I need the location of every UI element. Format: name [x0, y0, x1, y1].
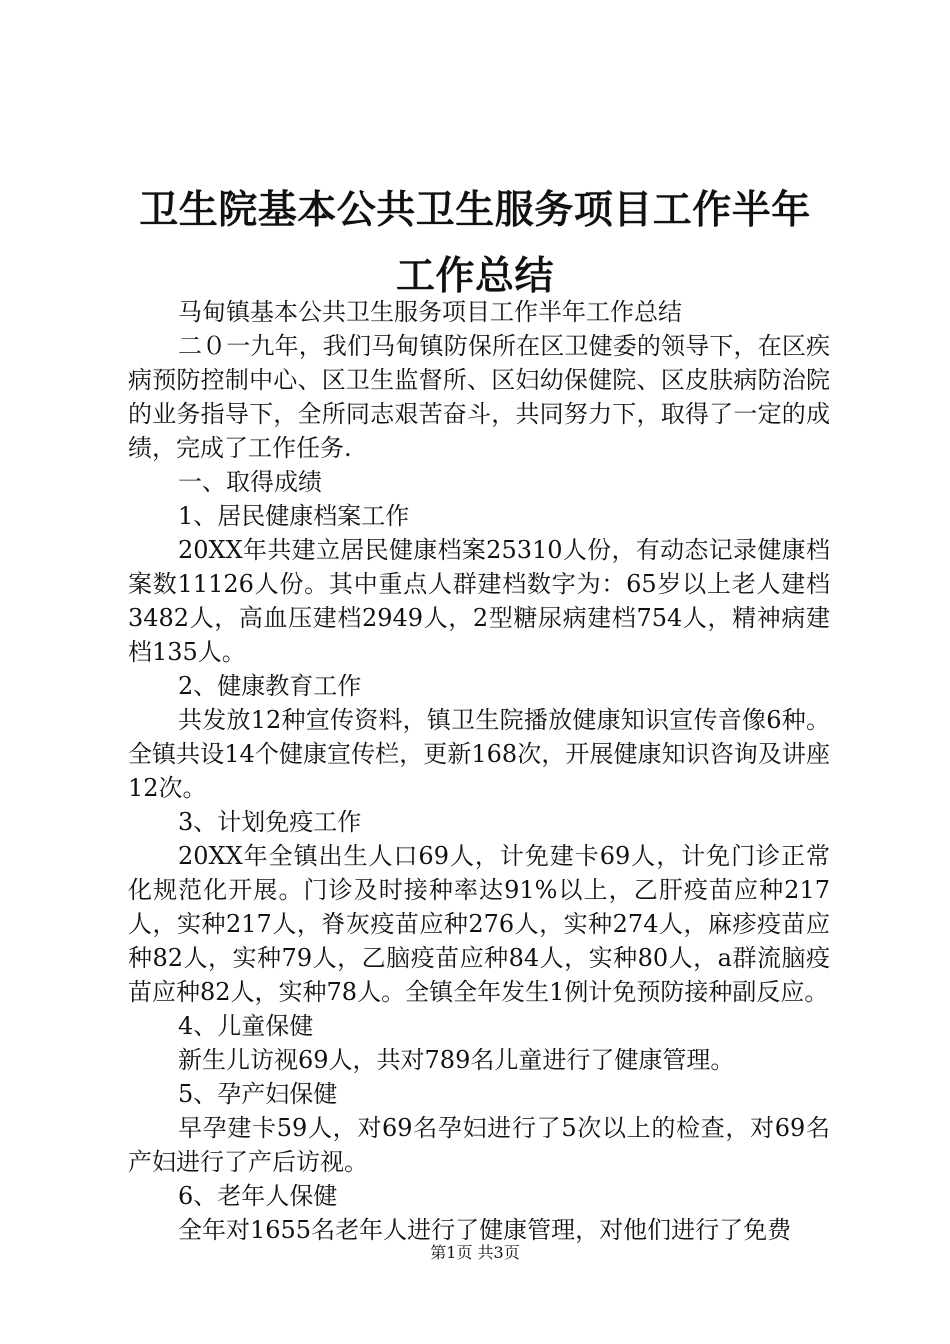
- subsection-heading: 2、健康教育工作: [178, 672, 362, 700]
- subsection-heading: 3、计划免疫工作: [178, 808, 362, 836]
- paragraph: 20XX年共建立居民健康档案25310人份，有动态记录健康档案数11126人份。其中重点人群建档数字为：65岁以上老人建档3482人，高血压建档2949人，2型糖尿病建档754人，精神病建档135人。: [128, 536, 830, 666]
- paragraph-intro: 二０一九年，我们马甸镇防保所在区卫健委的领导下，在区疾病预防控制中心、区卫生监督所、区妇幼保健院、区皮肤病防治院的业务指导下，全所同志艰苦奋斗，共同努力下，取得了一定的成绩，完成了工作任务.: [128, 332, 830, 462]
- subsection-heading: 1、居民健康档案工作: [178, 502, 410, 530]
- document-body: [128, 295, 830, 1247]
- paragraph: 新生儿访视69人，共对789名儿童进行了健康管理。: [178, 1046, 735, 1074]
- document-title: 卫生院基本公共卫生服务项目工作半年工作总结: [139, 188, 811, 299]
- paragraph: 共发放12种宣传资料，镇卫生院播放健康知识宣传音像6种。全镇共设14个健康宣传栏，更新168次，开展健康知识咨询及讲座12次。: [128, 706, 830, 802]
- paragraph: 早孕建卡59人，对69名孕妇进行了5次以上的检查，对69名产妇进行了产后访视。: [128, 1114, 830, 1176]
- subsection-heading: 4、儿童保健: [178, 1012, 314, 1040]
- paragraph-subtitle: 马甸镇基本公共卫生服务项目工作半年工作总结: [178, 298, 682, 326]
- section-heading: 一、取得成绩: [178, 468, 322, 496]
- subsection-heading: 5、孕产妇保健: [178, 1080, 338, 1108]
- page-number: 第1页 共3页: [430, 1243, 520, 1262]
- paragraph: 全年对1655名老年人进行了健康管理，对他们进行了免费: [178, 1216, 792, 1244]
- paragraph: 20XX年全镇出生人口69人，计免建卡69人，计免门诊正常化规范化开展。门诊及时接种率达91%以上，乙肝疫苗应种217人，实种217人，脊灰疫苗应种276人，实种274人，麻疹疫苗应种82人，实种79人，乙脑疫苗应种84人，实种80人，a群流脑疫苗应种82人，实种78人。全镇全年发生1例计免预防接种副反应。: [128, 842, 830, 1006]
- subsection-heading: 6、老年人保健: [178, 1182, 338, 1210]
